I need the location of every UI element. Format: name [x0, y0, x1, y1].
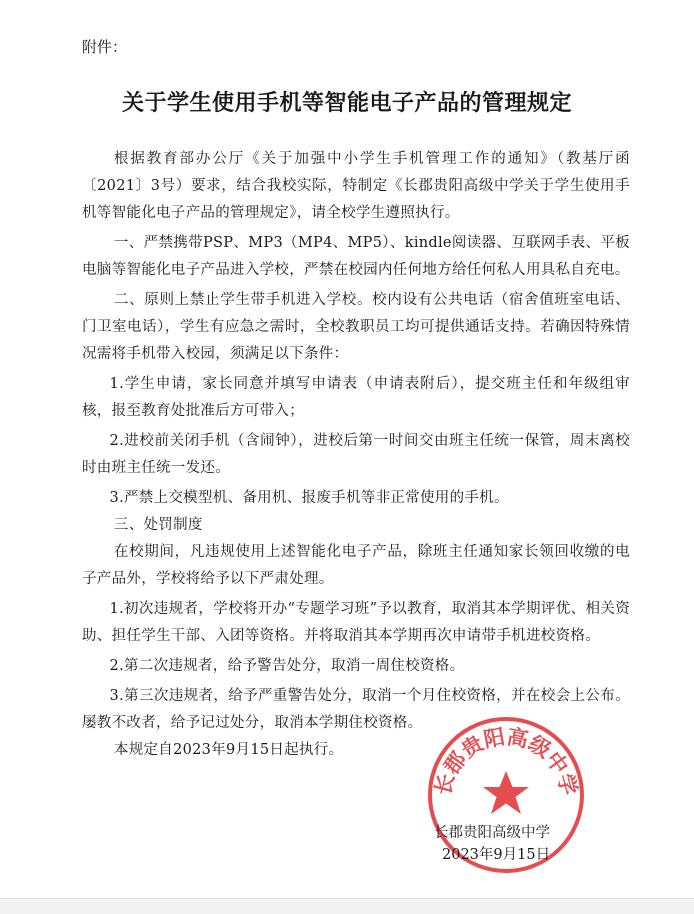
rule-one-paragraph: 一、严禁携带PSP、MP3（MP4、MP5）、kindle阅读器、互联网手表、平板电脑等智能化电子产品进入学校，严禁在校园内任何地方给任何私人用具私自充电。	[82, 235, 630, 278]
penalty-item-3: 3.第三次违规者，给予严重警告处分，取消一个月住校资格，并在校会上公布。屡教不改者，给予记过处分，取消本学期住校资格。	[82, 688, 630, 731]
document-title: 关于学生使用手机等智能电子产品的管理规定	[121, 91, 572, 116]
condition-item-3: 3.严禁上交模型机、备用机、报废手机等非正常使用的手机。	[109, 490, 509, 506]
section-three-heading: 三、处罚制度	[113, 517, 203, 533]
penalty-intro-paragraph: 在校期间，凡违规使用上述智能化电子产品，除班主任通知家长领回收缴的电子产品外，学校将给予以下严肃处理。	[82, 544, 630, 587]
seal-star-icon	[483, 771, 529, 814]
penalty-item-2: 2.第二次违规者，给予警告处分，取消一周住校资格。	[109, 658, 465, 674]
condition-item-2: 2.进校前关闭手机（含闹钟），进校后第一时间交由班主任统一保管，周末离校时由班主任统一发还。	[82, 433, 630, 476]
condition-item-1: 1.学生申请，家长同意并填写申请表（申请表附后），提交班主任和年级组审核，报至教育处批准后方可带入；	[82, 376, 630, 419]
signature-date: 2023年9月15日	[442, 847, 551, 863]
signature-block	[434, 822, 550, 866]
attachment-label: 附件：	[82, 38, 128, 56]
penalty-item-1: 1.初次违规者，学校将开办“专题学习班”予以教育，取消其本学期评优、相关资助、担任学生干部、入团等资格。并将取消其本学期再次申请带手机进校资格。	[82, 601, 630, 644]
rule-two-paragraph: 二、原则上禁止学生带手机进入学校。校内设有公共电话（宿舍值班室电话、门卫室电话），学生有应急之需时，全校教职员工均可提供通话支持。若确因特殊情况需将手机带入校园，须满足以下条件：	[82, 292, 630, 362]
signature-school: 长郡贵阳高级中学	[434, 825, 550, 841]
intro-paragraph: 根据教育部办公厅《关于加强中小学生手机管理工作的通知》（教基厅函〔2021〕3号）要求，结合我校实际，特制定《长郡贵阳高级中学关于学生使用手机等智能化电子产品的管理规定》，请全校学生遵照执行。	[82, 151, 630, 221]
seal-text: 长郡贵阳高级中学	[430, 724, 582, 798]
document-body	[82, 146, 630, 764]
effective-date-paragraph: 本规定自2023年9月15日起执行。	[113, 742, 344, 758]
bottom-scroll-strip	[0, 898, 694, 914]
